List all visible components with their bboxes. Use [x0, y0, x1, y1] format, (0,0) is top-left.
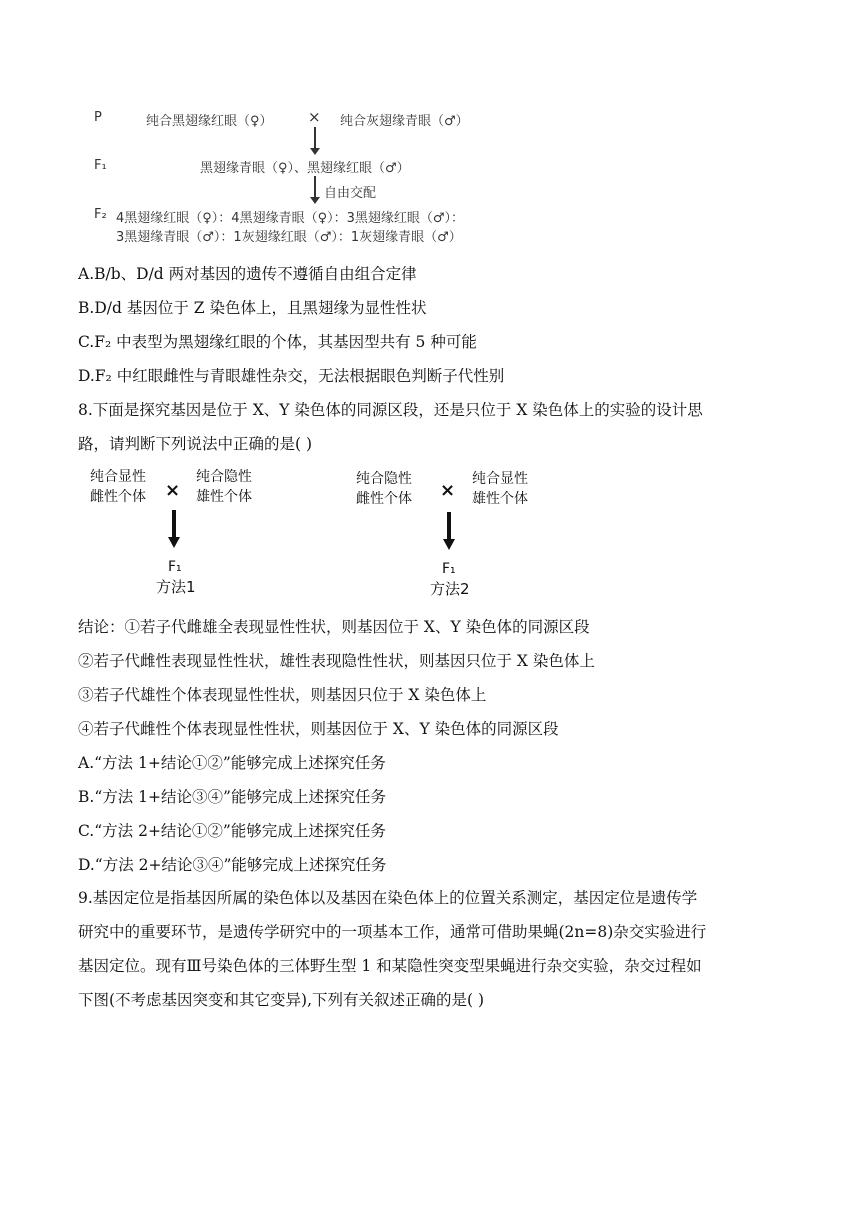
- m2-f1: F₁: [442, 561, 456, 577]
- q9-line2: 研究中的重要环节，是遗传学研究中的一项基本工作，通常可借助果蝇(2n=8)杂交实验进行: [78, 923, 707, 941]
- down-arrow-icon: [314, 127, 316, 149]
- q9-line1: 9.基因定位是指基因所属的染色体以及基因在染色体上的位置关系测定，基因定位是遗传学: [78, 889, 698, 907]
- q8-stem-line1: 8.下面是探究基因是位于 X、Y 染色体的同源区段，还是只位于 X 染色体上的实验的设计思: [78, 401, 703, 419]
- m1-right-line2: 雄性个体: [196, 489, 252, 505]
- f1-label: F₁: [94, 158, 107, 173]
- p-male: 纯合灰翅缘青眼（♂）: [340, 114, 469, 129]
- m2-name: 方法2: [430, 580, 470, 598]
- m1-left-line1: 纯合显性: [90, 469, 146, 485]
- m2-left-line2: 雌性个体: [356, 491, 412, 507]
- m1-name: 方法1: [156, 578, 196, 596]
- m2-left-line1: 纯合隐性: [356, 471, 412, 487]
- m2-cross-sign: ×: [440, 480, 456, 501]
- cross-sign: ×: [308, 108, 321, 126]
- q7-option-c: C.F₂ 中表型为黑翅缘红眼的个体，其基因型共有 5 种可能: [78, 333, 477, 351]
- m1-right-line1: 纯合隐性: [196, 469, 252, 485]
- m1-cross-sign: ×: [165, 480, 181, 501]
- q8-option-d: D.“方法 2+结论③④”能够完成上述探究任务: [78, 856, 387, 874]
- p-female: 纯合黑翅缘红眼（♀）: [146, 114, 273, 129]
- f2-line2: 3黑翅缘青眼（♂）：1灰翅缘红眼（♂）：1灰翅缘青眼（♂）: [116, 230, 462, 245]
- f1-text: 黑翅缘青眼（♀）、黑翅缘红眼（♂）: [200, 161, 410, 176]
- q9-line4: 下图(不考虑基因突变和其它变异),下列有关叙述正确的是( ): [78, 991, 485, 1009]
- down-arrow-icon: [447, 512, 451, 540]
- mating-label: 自由交配: [324, 186, 377, 201]
- q7-option-b: B.D/d 基因位于 Z 染色体上，且黑翅缘为显性性状: [78, 299, 427, 317]
- q7-option-a: A.B/b、D/d 两对基因的遗传不遵循自由组合定律: [78, 265, 417, 283]
- q8-option-a: A.“方法 1+结论①②”能够完成上述探究任务: [78, 754, 386, 772]
- conclusion-3: ③若子代雄性个体表现显性性状，则基因只位于 X 染色体上: [78, 686, 487, 704]
- q8-option-b: B.“方法 1+结论③④”能够完成上述探究任务: [78, 788, 386, 806]
- f2-label: F₂: [94, 207, 107, 222]
- m2-right-line1: 纯合显性: [472, 471, 528, 487]
- f2-line1: 4黑翅缘红眼（♀）：4黑翅缘青眼（♀）：3黑翅缘红眼（♂）：: [116, 211, 465, 226]
- m1-left-line2: 雌性个体: [90, 489, 146, 505]
- q9-line3: 基因定位。现有Ⅲ号染色体的三体野生型 1 和某隐性突变型果蝇进行杂交实验，杂交过程如: [78, 957, 702, 975]
- p-label: P: [94, 110, 102, 125]
- m1-f1: F₁: [168, 559, 182, 575]
- q8-stem-line2: 路，请判断下列说法中正确的是( ): [78, 435, 313, 453]
- q7-option-d: D.F₂ 中红眼雌性与青眼雄性杂交，无法根据眼色判断子代性别: [78, 367, 505, 385]
- methods-diagram: [78, 462, 598, 602]
- m2-right-line2: 雄性个体: [472, 491, 528, 507]
- cross-diagram: [90, 100, 530, 250]
- conclusion-2: ②若子代雌性表现显性性状，雄性表现隐性性状，则基因只位于 X 染色体上: [78, 652, 595, 670]
- down-arrow-icon: [172, 510, 176, 538]
- conclusion-1: 结论：①若子代雌雄全表现显性性状，则基因位于 X、Y 染色体的同源区段: [78, 618, 590, 636]
- down-arrow-icon: [314, 176, 316, 198]
- conclusion-4: ④若子代雌性个体表现显性性状，则基因位于 X、Y 染色体的同源区段: [78, 720, 559, 738]
- q8-option-c: C.“方法 2+结论①②”能够完成上述探究任务: [78, 822, 386, 840]
